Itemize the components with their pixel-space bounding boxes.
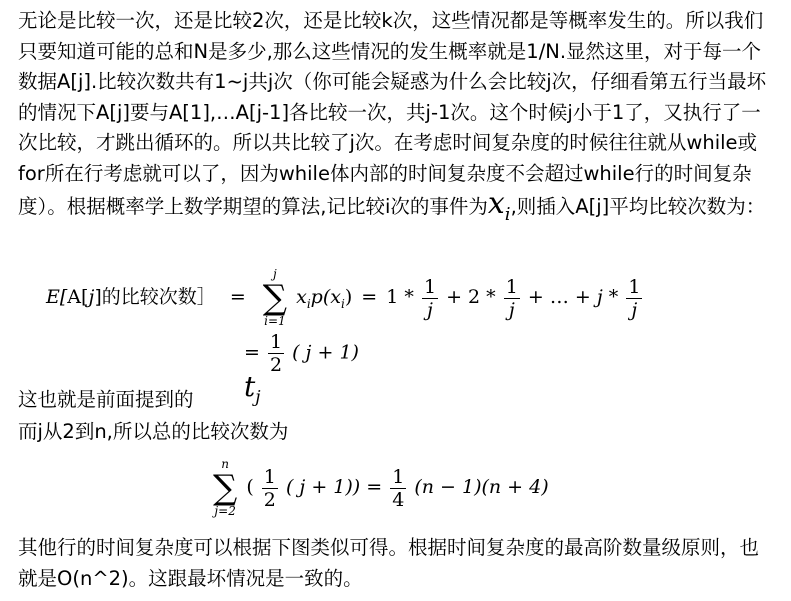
eq1-lhs-label: ]的比较次数］ bbox=[94, 286, 216, 308]
eq1-times: * bbox=[608, 286, 619, 308]
eq1-summation bbox=[263, 268, 287, 328]
eq1-frac-1-den: j bbox=[427, 298, 433, 321]
t-sub: j bbox=[255, 387, 261, 408]
eq1-frac-2-num: 1 bbox=[505, 275, 518, 298]
equation-simplified bbox=[244, 331, 359, 376]
eq1-term-close: ) bbox=[344, 286, 353, 308]
eq1-frac-3-den: j bbox=[631, 298, 638, 321]
eq2-frac-den: 2 bbox=[269, 354, 283, 376]
paragraph-intro bbox=[18, 6, 778, 231]
eq3-rest: (n − 1)(n + 4) bbox=[414, 476, 549, 498]
x-sub: i bbox=[504, 204, 511, 225]
eq3-frac-1-num: 1 bbox=[263, 465, 276, 488]
eq1-lhs-e: E[ bbox=[46, 286, 68, 308]
eq1-coef-1: 1 * bbox=[386, 286, 414, 308]
eq1-equals: = bbox=[229, 286, 246, 308]
paragraph-total: 而j从2到n,所以总的比较次数为 bbox=[18, 420, 289, 443]
eq3-sum-bottom: j=2 bbox=[214, 504, 236, 518]
variable-x-i bbox=[487, 186, 511, 225]
eq3-mid: ( j + 1)) = bbox=[285, 476, 383, 498]
eq3-sum-top: n bbox=[221, 457, 229, 471]
eq3-open: ( bbox=[246, 476, 254, 498]
eq1-term-x: x bbox=[296, 286, 307, 308]
eq1-term-sub: i bbox=[306, 296, 311, 311]
equation-expected-comparisons bbox=[46, 268, 644, 328]
eq3-summation bbox=[213, 458, 237, 518]
eq1-sum-bottom: i=1 bbox=[264, 314, 286, 328]
eq1-frac-1 bbox=[422, 276, 438, 321]
eq3-frac-2 bbox=[390, 466, 406, 511]
eq1-frac-2 bbox=[504, 276, 520, 321]
eq3-frac-1 bbox=[262, 466, 278, 511]
intro-text-end: ,则插入A[j]平均比较次数为： bbox=[510, 195, 766, 218]
eq1-ellipsis: + … + bbox=[527, 286, 591, 308]
eq1-lhs-j: j bbox=[88, 286, 95, 308]
eq1-lhs-a: A[ bbox=[67, 286, 89, 308]
paragraph-mention: 这也就是前面提到的 bbox=[18, 388, 194, 411]
eq1-coef-2: + 2 * bbox=[446, 286, 496, 308]
eq2-rest: ( j + 1) bbox=[292, 341, 359, 364]
variable-t-j bbox=[244, 370, 261, 408]
intro-text: 无论是比较一次，还是比较2次，还是比较k次，这些情况都是等概率发生的。所以我们只要知道可能的总和N是多少,那么这些情况的发生概率就是1/N.显然这里，对于每一个数据A[j].比较次数共有1~j共j次（你可能会疑惑为什么会比较j次，仔细看第五行当最坏的情况下A[j]要与A[1],…A[j-1]各比较一次，共j-1次。这个时候j小于1了，又执行了一次比较，才跳出循环的。所以共比较了j次。在考虑时间复杂度的时候往往就从while或for所在行考虑就可以了，因为while体内部的时间复杂度不会超过while行的时间复杂度）。根据概率学上数学期望的算法,记比较i次的事件为 bbox=[18, 9, 767, 218]
x-var: x bbox=[487, 186, 505, 221]
paragraph-conclusion: 其他行的时间复杂度可以根据下图类似可得。根据时间复杂度的最高阶数量级原则，也就是O(n^2)。这跟最坏情况是一致的。 bbox=[18, 536, 760, 590]
t-var: t bbox=[244, 370, 256, 403]
eq3-frac-2-num: 1 bbox=[392, 465, 405, 488]
eq2-frac-num: 1 bbox=[269, 331, 283, 353]
eq1-term-p: p(x bbox=[310, 286, 341, 308]
eq2-frac bbox=[268, 331, 284, 376]
eq3-frac-1-den: 2 bbox=[263, 488, 276, 511]
sigma-icon: ∑ bbox=[262, 278, 288, 318]
eq1-equals-2: = bbox=[361, 286, 378, 308]
eq1-frac-3-num: 1 bbox=[628, 275, 641, 298]
eq2-equals: = bbox=[244, 341, 260, 364]
eq1-frac-2-den: j bbox=[508, 298, 515, 321]
eq1-frac-3 bbox=[626, 276, 642, 321]
equation-total-comparisons bbox=[210, 458, 549, 518]
eq1-frac-1-num: 1 bbox=[423, 275, 437, 298]
eq1-term-p-sub: i bbox=[340, 296, 345, 311]
eq1-coef-j: j bbox=[596, 286, 603, 308]
eq3-frac-2-den: 4 bbox=[392, 488, 405, 511]
sigma-icon: ∑ bbox=[213, 468, 238, 508]
eq1-sum-top: j bbox=[273, 267, 277, 281]
